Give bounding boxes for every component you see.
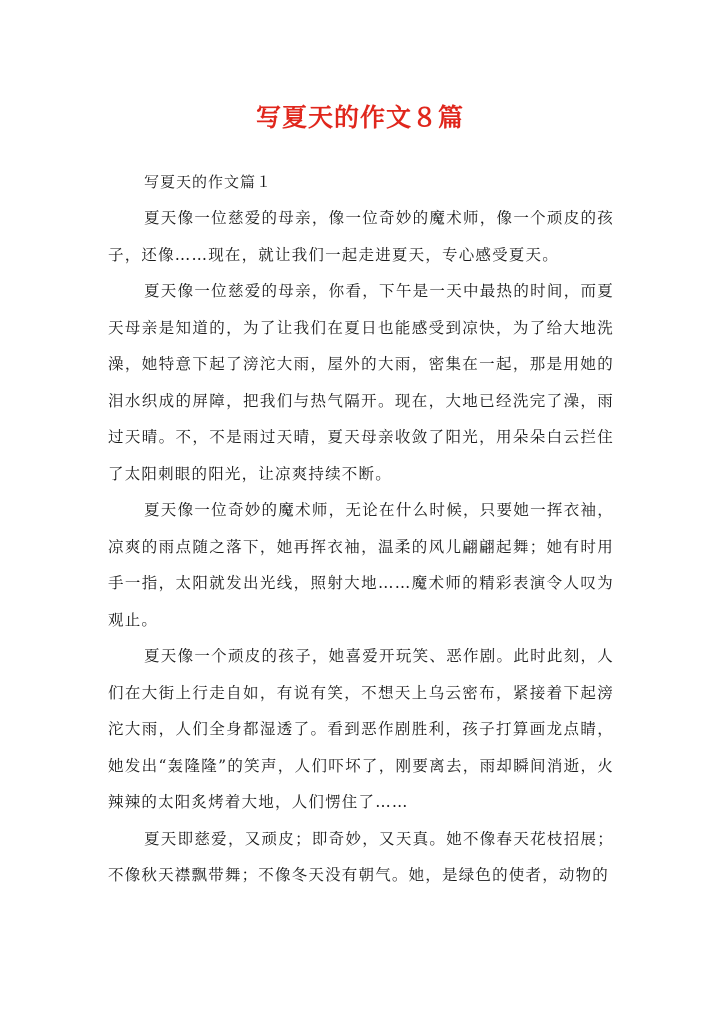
paragraph-mother: 夏天像一位慈爱的母亲，你看，下午是一天中最热的时间，而夏天母亲是知道的，为了让我们在夏日也能感受到凉快，为了给大地洗澡，她特意下起了滂沱大雨，屋外的大雨，密集在一起，那是用她的泪水织成的屏障，把我们与热气隔开。现在，大地已经洗完了澡，雨过天晴。不，不是雨过天晴，夏天母亲收敛了阳光，用朵朵白云拦住了太阳刺眼的阳光，让凉爽持续不断。: [108, 282, 614, 483]
section-heading: 写夏天的作文篇１: [144, 173, 273, 191]
document-title: 写夏天的作文８篇: [255, 103, 464, 132]
paragraph-magician: 夏天像一位奇妙的魔术师，无论在什么时候，只要她一挥衣袖，凉爽的雨点随之落下，她再挥衣袖，温柔的风儿翩翩起舞；她有时用手一指，太阳就发出光线，照射大地……魔术师的精彩表演令人叹为观止。: [108, 501, 614, 629]
paragraph-intro: 夏天像一位慈爱的母亲，像一位奇妙的魔术师，像一个顽皮的孩子，还像……现在，就让我们一起走进夏天，专心感受夏天。: [108, 209, 614, 264]
paragraph-summary: 夏天即慈爱，又顽皮；即奇妙，又天真。她不像春天花枝招展；不像秋天襟飘带舞；不像冬天没有朝气。她，是绿色的使者，动物的: [108, 829, 614, 884]
paragraph-child: 夏天像一个顽皮的孩子，她喜爱开玩笑、恶作剧。此时此刻，人们在大街上行走自如，有说有笑，不想天上乌云密布，紧接着下起滂沱大雨，人们全身都湿透了。看到恶作剧胜利，孩子打算画龙点睛，她发出“轰隆隆”的笑声，人们吓坏了，刚要离去，雨却瞬间消逝，火辣辣的太阳炙烤着大地，人们愣住了……: [108, 647, 614, 811]
document-body: [108, 164, 614, 894]
